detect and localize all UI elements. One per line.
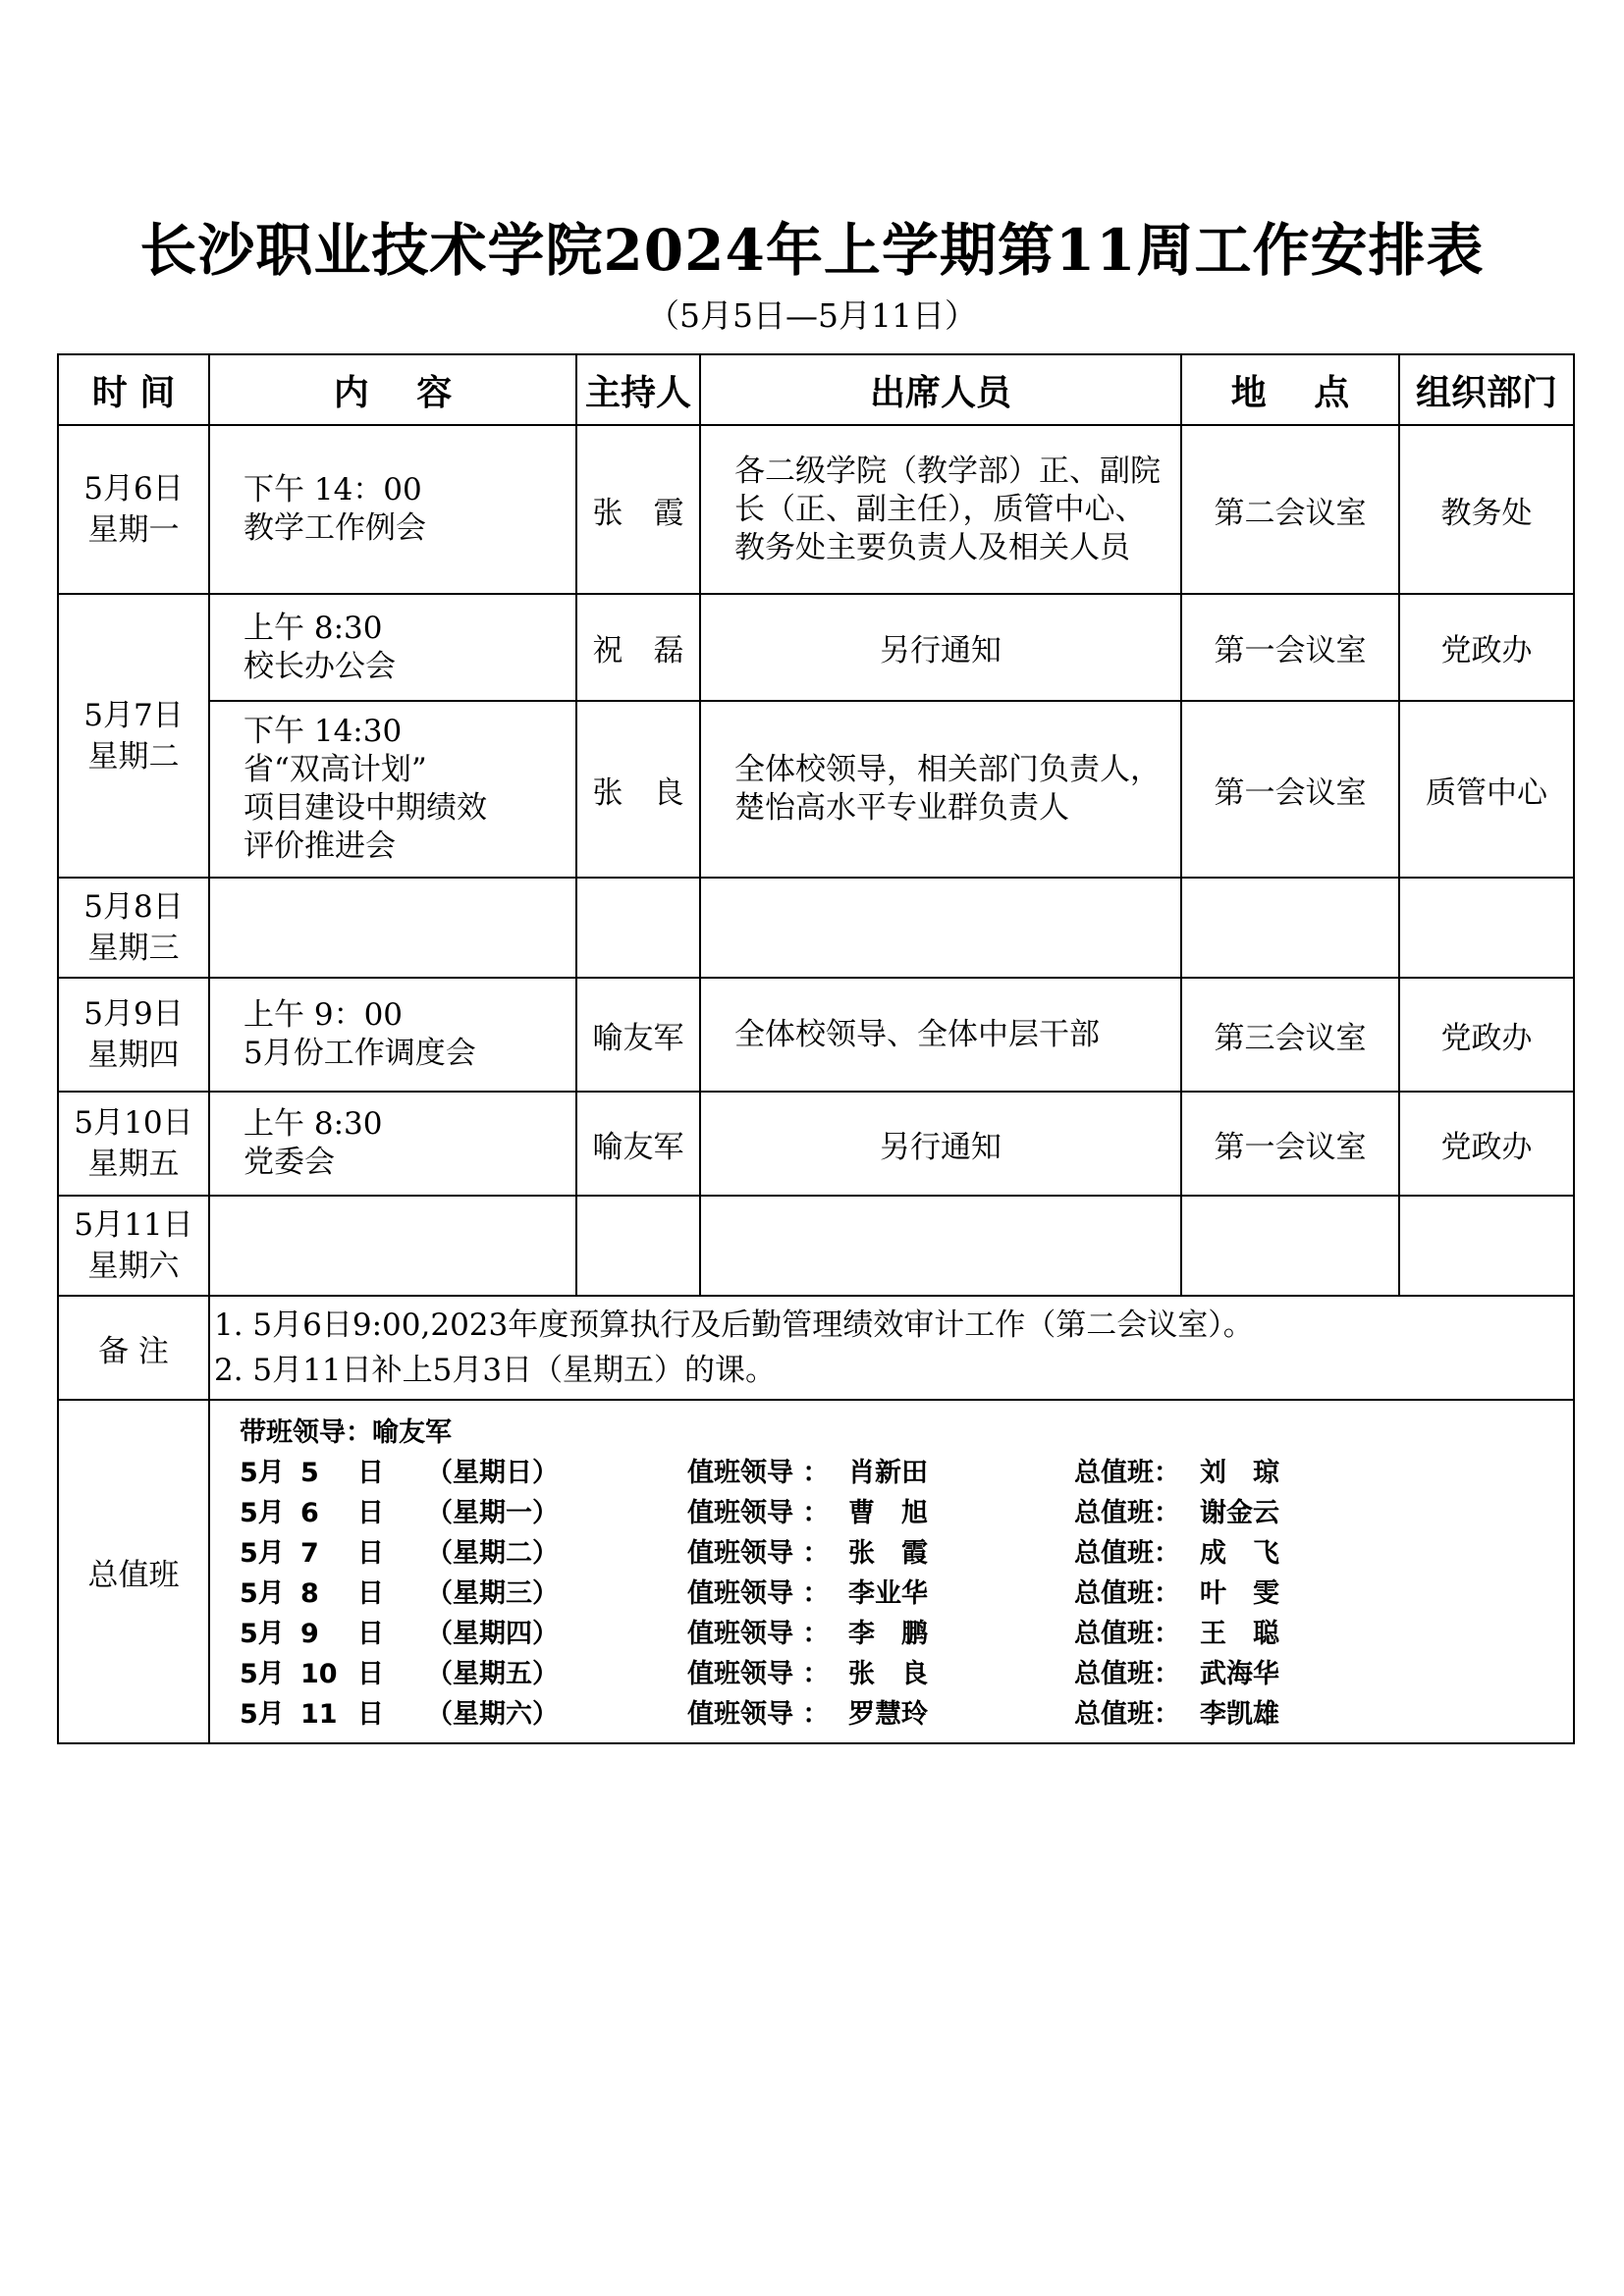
duty-cell — [209, 1400, 1574, 1743]
attendees-cell: 各二级学院（教学部）正、副院长（正、副主任），质管中心、教务处主要负责人及相关人员 — [700, 425, 1181, 594]
attendees-cell: 全体校领导，相关部门负责人，楚怡高水平专业群负责人 — [700, 701, 1181, 878]
content-cell — [209, 1092, 576, 1196]
notes-cell — [209, 1296, 1574, 1400]
duty-total-name: 刘 琼 — [1200, 1458, 1279, 1488]
header-host: 主持人 — [576, 354, 700, 425]
attendees-cell — [700, 878, 1181, 978]
duty-month: 5月 — [240, 1659, 285, 1689]
header-location: 地 点 — [1181, 354, 1399, 425]
duty-day: 6 — [300, 1498, 319, 1528]
duty-roster — [210, 1453, 1573, 1735]
notes-label: 备 注 — [58, 1296, 209, 1400]
duty-total-name: 成 飞 — [1200, 1538, 1279, 1569]
location-cell — [1181, 878, 1399, 978]
duty-leader-label: 值班领导 ： — [687, 1699, 830, 1730]
duty-day-suffix: 日 — [357, 1699, 384, 1730]
duty-month: 5月 — [240, 1498, 285, 1528]
content-cell — [209, 425, 576, 594]
header-time: 时 间 — [58, 354, 209, 425]
date-cell — [58, 594, 209, 878]
department-cell — [1399, 1196, 1574, 1296]
department-cell: 教务处 — [1399, 425, 1574, 594]
page-title: 长沙职业技术学院2024年上学期第11周工作安排表 — [139, 217, 1485, 284]
duty-day-suffix: 日 — [357, 1498, 384, 1528]
content-title-line: 项目建设中期绩效 — [244, 790, 487, 826]
duty-label: 总值班 — [58, 1400, 209, 1743]
table-row — [58, 425, 1574, 594]
duty-leader-name: 张 霞 — [848, 1538, 928, 1569]
duty-weekday: （星期一） — [426, 1498, 559, 1528]
duty-total-label: 总值班： — [1074, 1619, 1180, 1649]
table-row — [58, 1092, 1574, 1196]
duty-roster-row — [210, 1493, 1573, 1533]
duty-day-suffix: 日 — [357, 1458, 384, 1488]
duty-leader-name: 李业华 — [848, 1578, 928, 1609]
duty-leader-label: 值班领导 ： — [687, 1538, 830, 1569]
weekday: 星期二 — [87, 738, 180, 774]
content-cell — [209, 978, 576, 1092]
duty-month: 5月 — [240, 1538, 285, 1569]
weekday: 星期四 — [87, 1038, 180, 1073]
duty-total-label: 总值班： — [1074, 1498, 1180, 1528]
duty-day-suffix: 日 — [357, 1578, 384, 1609]
duty-day: 7 — [300, 1538, 319, 1569]
host-cell — [576, 878, 700, 978]
department-cell: 党政办 — [1399, 1092, 1574, 1196]
department-cell: 党政办 — [1399, 978, 1574, 1092]
host-cell: 祝 磊 — [576, 594, 700, 701]
table-header-row — [58, 354, 1574, 425]
duty-month: 5月 — [240, 1578, 285, 1609]
date-cell — [58, 878, 209, 978]
content-title-line: 评价推进会 — [244, 828, 396, 864]
duty-total-label: 总值班： — [1074, 1538, 1180, 1569]
duty-day-suffix: 日 — [357, 1659, 384, 1689]
date: 5月8日 — [83, 889, 184, 925]
location-cell — [1181, 1196, 1399, 1296]
location-cell: 第二会议室 — [1181, 425, 1399, 594]
duty-day: 5 — [300, 1458, 319, 1488]
content-title: 5月份工作调度会 — [244, 1036, 476, 1071]
duty-total-name: 叶 雯 — [1200, 1578, 1279, 1609]
location-cell: 第一会议室 — [1181, 1092, 1399, 1196]
duty-day: 8 — [300, 1578, 319, 1609]
duty-leader-name: 曹 旭 — [848, 1498, 928, 1528]
note-item: 2. 5月11日补上5月3日（星期五）的课。 — [214, 1353, 777, 1388]
duty-total-label: 总值班： — [1074, 1578, 1180, 1609]
date: 5月9日 — [83, 996, 184, 1032]
date: 5月11日 — [74, 1207, 193, 1243]
date-cell — [58, 425, 209, 594]
duty-leader-label: 值班领导 ： — [687, 1578, 830, 1609]
duty-roster-row — [210, 1694, 1573, 1735]
duty-leader-name: 张 良 — [848, 1659, 928, 1689]
department-cell: 党政办 — [1399, 594, 1574, 701]
duty-day-suffix: 日 — [357, 1538, 384, 1569]
content-title: 党委会 — [244, 1145, 335, 1180]
content-title: 教学工作例会 — [244, 510, 426, 546]
date-cell — [58, 1092, 209, 1196]
duty-weekday: （星期四） — [426, 1619, 559, 1649]
content-time: 上午 8:30 — [244, 1106, 383, 1142]
date: 5月10日 — [74, 1105, 193, 1141]
location-cell: 第三会议室 — [1181, 978, 1399, 1092]
duty-total-name: 武海华 — [1200, 1659, 1279, 1689]
department-cell — [1399, 878, 1574, 978]
attendees-cell: 另行通知 — [700, 1092, 1181, 1196]
duty-leader-name: 罗慧玲 — [848, 1699, 928, 1730]
duty-leader-label: 值班领导 ： — [687, 1659, 830, 1689]
duty-row — [58, 1400, 1574, 1743]
duty-roster-row — [210, 1614, 1573, 1654]
host-cell — [576, 1196, 700, 1296]
content-time: 上午 8:30 — [244, 610, 383, 646]
note-item: 1. 5月6日9:00,2023年度预算执行及后勤管理绩效审计工作（第二会议室）。 — [214, 1308, 1254, 1343]
duty-month: 5月 — [240, 1458, 285, 1488]
location-cell: 第一会议室 — [1181, 594, 1399, 701]
duty-weekday: （星期日） — [426, 1458, 559, 1488]
date-cell — [58, 1196, 209, 1296]
header-attendees: 出席人员 — [700, 354, 1181, 425]
duty-total-name: 李凯雄 — [1200, 1699, 1279, 1730]
duty-day-suffix: 日 — [357, 1619, 384, 1649]
duty-month: 5月 — [240, 1619, 285, 1649]
duty-weekday: （星期二） — [426, 1538, 559, 1569]
duty-leader-name: 肖新田 — [848, 1458, 928, 1488]
table-row — [58, 878, 1574, 978]
table-row — [58, 1196, 1574, 1296]
host-cell: 喻友军 — [576, 978, 700, 1092]
weekday: 星期一 — [87, 512, 180, 548]
host-cell: 张 霞 — [576, 425, 700, 594]
table-row — [58, 978, 1574, 1092]
notes-row — [58, 1296, 1574, 1400]
duty-total-name: 王 聪 — [1200, 1619, 1279, 1649]
weekday: 星期六 — [87, 1249, 180, 1284]
date: 5月6日 — [83, 471, 184, 507]
duty-day: 10 — [300, 1659, 338, 1689]
duty-roster-row — [210, 1453, 1573, 1493]
duty-weekday: （星期三） — [426, 1578, 559, 1609]
duty-total-label: 总值班： — [1074, 1659, 1180, 1689]
weekday: 星期五 — [87, 1147, 180, 1182]
content-cell — [209, 1196, 576, 1296]
duty-lead-leader: 带班领导：喻友军 — [240, 1417, 452, 1448]
date-range-subtitle: （5月5日—5月11日） — [647, 296, 977, 335]
content-time: 上午 9：00 — [244, 997, 404, 1033]
header-department: 组织部门 — [1399, 354, 1574, 425]
content-title-line: 省“双高计划” — [244, 752, 427, 787]
date: 5月7日 — [83, 697, 184, 733]
table-row — [58, 594, 1574, 701]
duty-roster-row — [210, 1574, 1573, 1614]
host-cell: 张 良 — [576, 701, 700, 878]
duty-total-name: 谢金云 — [1200, 1498, 1279, 1528]
attendees-cell: 全体校领导、全体中层干部 — [700, 978, 1181, 1092]
date-cell — [58, 978, 209, 1092]
attendees-cell — [700, 1196, 1181, 1296]
header-content: 内 容 — [209, 354, 576, 425]
content-cell — [209, 878, 576, 978]
duty-leader-label: 值班领导 ： — [687, 1619, 830, 1649]
weekday: 星期三 — [87, 931, 180, 966]
duty-month: 5月 — [240, 1699, 285, 1730]
duty-leader-label: 值班领导 ： — [687, 1458, 830, 1488]
duty-roster-row — [210, 1533, 1573, 1574]
duty-weekday: （星期六） — [426, 1699, 559, 1730]
content-cell — [209, 594, 576, 701]
duty-leader-label: 值班领导 ： — [687, 1498, 830, 1528]
duty-day: 9 — [300, 1619, 319, 1649]
duty-roster-row — [210, 1654, 1573, 1694]
location-cell: 第一会议室 — [1181, 701, 1399, 878]
schedule-table — [57, 353, 1575, 1744]
duty-total-label: 总值班： — [1074, 1699, 1180, 1730]
duty-day: 11 — [300, 1699, 338, 1730]
department-cell: 质管中心 — [1399, 701, 1574, 878]
host-cell: 喻友军 — [576, 1092, 700, 1196]
content-cell — [209, 701, 576, 878]
duty-total-label: 总值班： — [1074, 1458, 1180, 1488]
content-time: 下午 14：00 — [244, 472, 422, 507]
duty-weekday: （星期五） — [426, 1659, 559, 1689]
content-title: 校长办公会 — [244, 648, 396, 684]
table-row — [58, 701, 1574, 878]
content-time: 下午 14:30 — [244, 714, 403, 749]
attendees-cell: 另行通知 — [700, 594, 1181, 701]
duty-leader-name: 李 鹏 — [848, 1619, 928, 1649]
